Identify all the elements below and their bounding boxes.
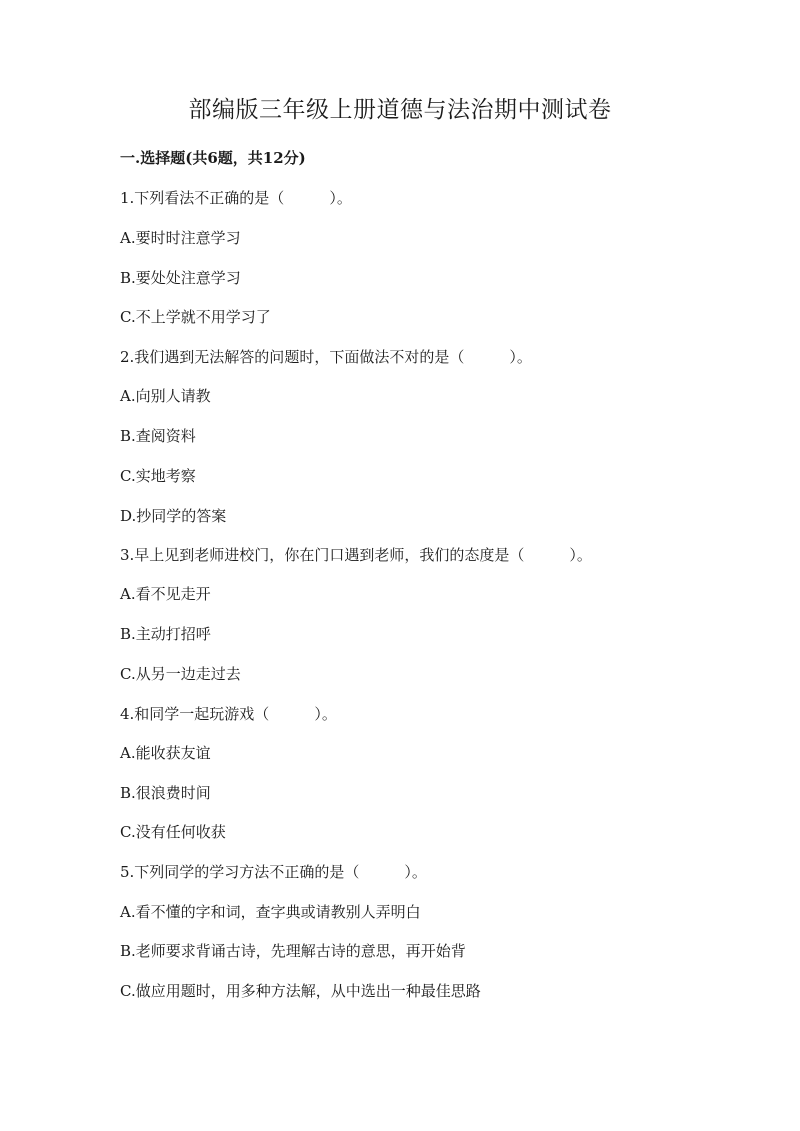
option-item: A.向别人请教 <box>120 387 211 405</box>
option-item: A.看不见走开 <box>120 585 211 603</box>
question-stem: 1.下列看法不正确的是（ ）。 <box>120 189 352 207</box>
option-item: B.主动打招呼 <box>120 625 211 643</box>
question-stem: 5.下列同学的学习方法不正确的是（ ）。 <box>120 863 427 881</box>
option-item: B.很浪费时间 <box>120 784 211 802</box>
option-item: C.做应用题时，用多种方法解，从中选出一种最佳思路 <box>120 982 481 1000</box>
option-item: C.实地考察 <box>120 467 196 485</box>
section-heading: 一.选择题(共6题，共12分) <box>120 149 306 167</box>
question-stem: 3.早上见到老师进校门，你在门口遇到老师，我们的态度是（ ）。 <box>120 546 592 564</box>
question-stem: 4.和同学一起玩游戏（ ）。 <box>120 705 337 723</box>
option-item: A.要时时注意学习 <box>120 229 241 247</box>
option-item: C.从另一边走过去 <box>120 665 241 683</box>
option-item: B.查阅资料 <box>120 427 196 445</box>
option-item: B.要处处注意学习 <box>120 269 241 287</box>
option-item: C.不上学就不用学习了 <box>120 308 271 326</box>
option-item: A.能收获友谊 <box>120 744 211 762</box>
option-item: B.老师要求背诵古诗，先理解古诗的意思，再开始背 <box>120 942 466 960</box>
page-title: 部编版三年级上册道德与法治期中测试卷 <box>188 97 612 123</box>
question-stem: 2.我们遇到无法解答的问题时，下面做法不对的是（ ）。 <box>120 348 532 366</box>
option-item: D.抄同学的答案 <box>120 507 227 525</box>
option-item: C.没有任何收获 <box>120 823 226 841</box>
option-item: A.看不懂的字和词，查字典或请教别人弄明白 <box>120 903 421 921</box>
